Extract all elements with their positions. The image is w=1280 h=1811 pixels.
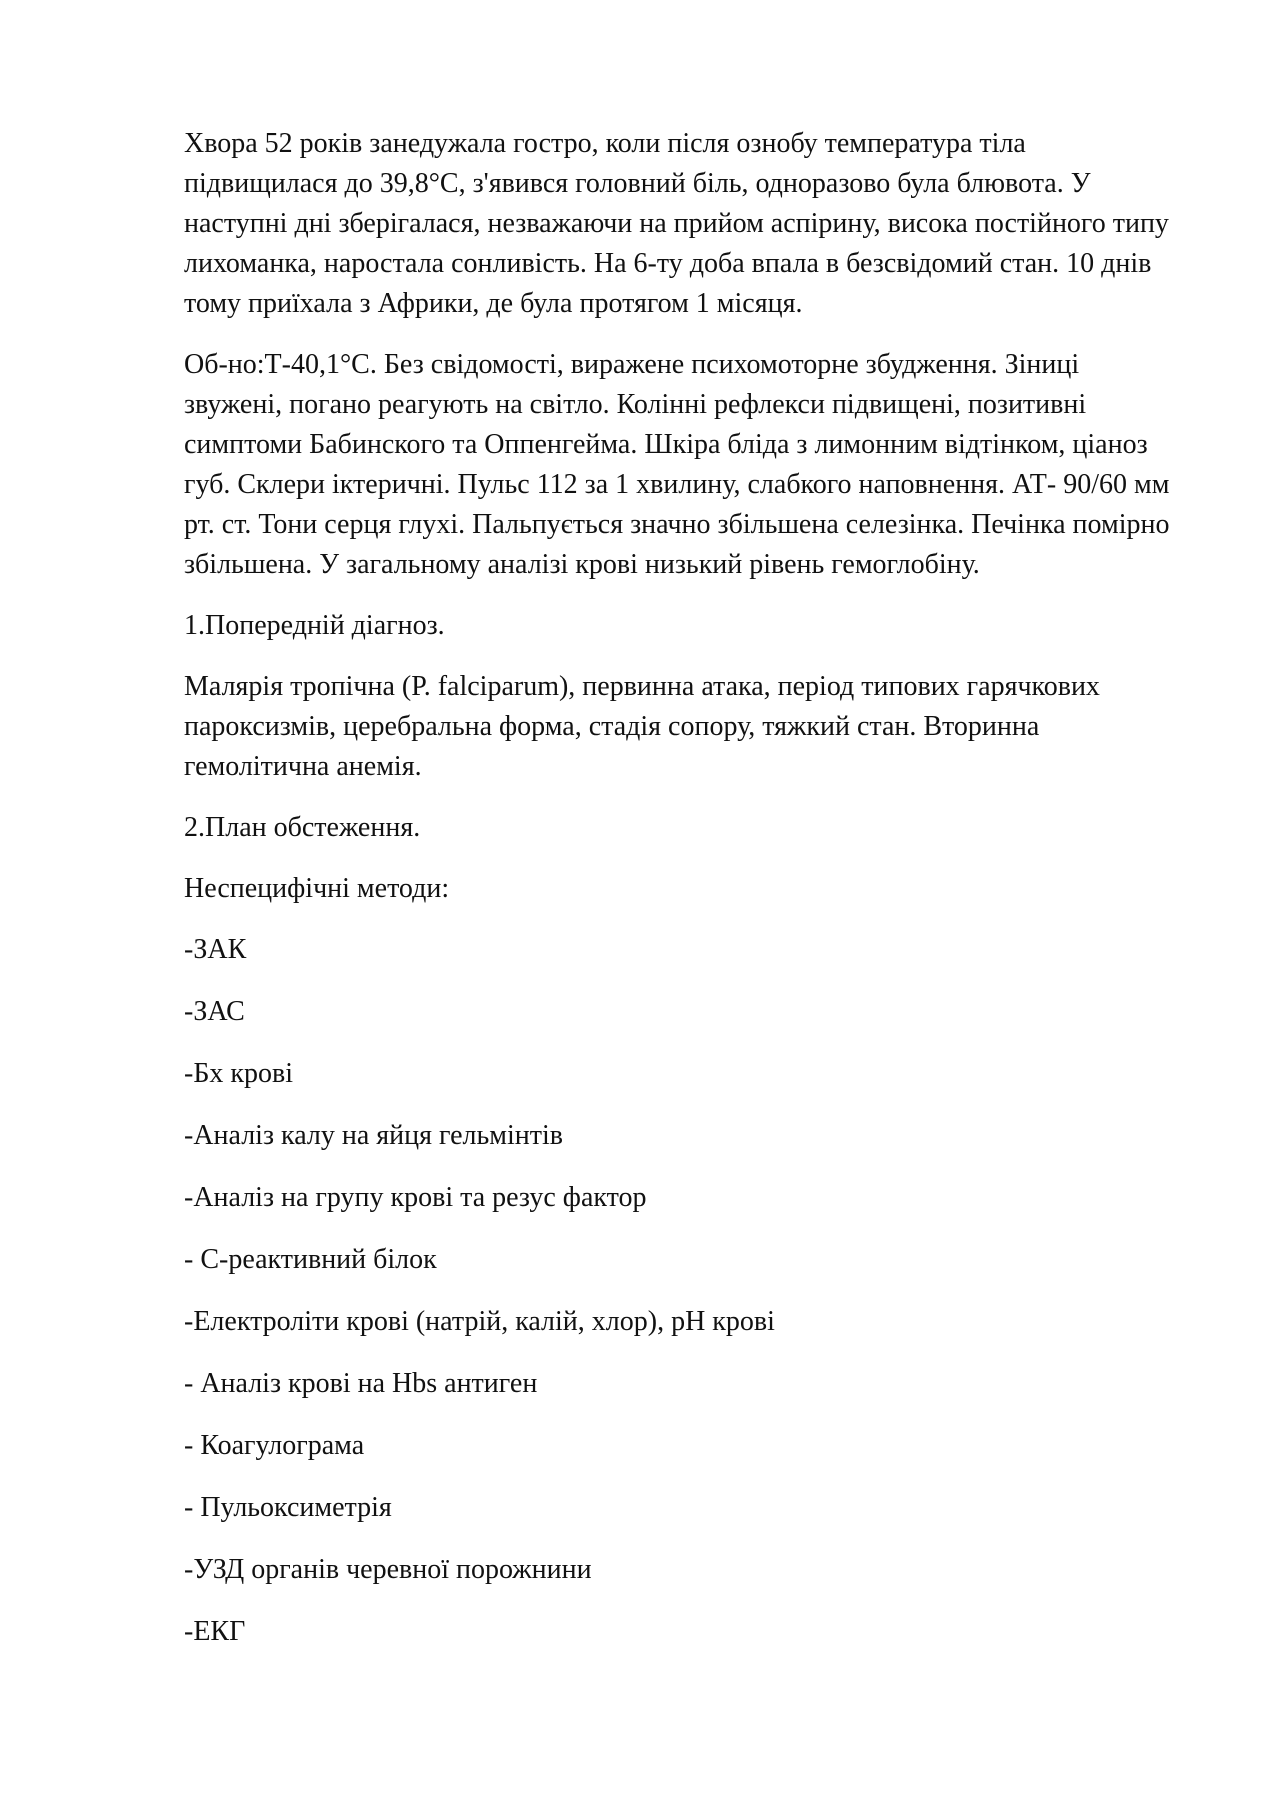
exam-item: - Коагулограма — [184, 1430, 365, 1461]
exam-item: -Аналіз калу на яйця гельмінтів — [184, 1120, 563, 1151]
exam-item: -Аналіз на групу крові та резус фактор — [184, 1182, 647, 1213]
diagnosis-paragraph: Малярія тропічна (P. falciparum), первинна атака, період типових гарячкових пароксизмів, церебральна форма, стадія сопору, тяжкий стан. Вторинна гемолітична анемія. — [184, 671, 1100, 782]
objective-exam-paragraph: Об-но:Т-40,1°С. Без свідомості, виражене психомоторне збудження. Зіниці звужені, погано реагують на світло. Колінні рефлекси підвищені, позитивні симптоми Бабинского та Оппенгейма. Шкіра бліда з лимонним відтінком, ціаноз губ. Склери іктеричні. Пульс 112 за 1 хвилину, слабкого наповнення. АТ- 90/60 мм рт. ст. Тони серця глухі. Пальпується значно збільшена селезінка. Печінка помірно збільшена. У загальному аналізі крові низький рівень гемоглобіну. — [184, 349, 1170, 580]
exam-item: -УЗД органів черевної порожнини — [184, 1554, 592, 1585]
plan-heading: 2.План обстеження. — [184, 812, 421, 843]
exam-item: - С-реактивний білок — [184, 1244, 437, 1275]
exam-item: -Електроліти крові (натрій, калій, хлор), рН крові — [184, 1306, 775, 1337]
document-page — [184, 124, 1184, 1674]
case-history-paragraph: Хвора 52 років занедужала гостро, коли після ознобу температура тіла підвищилася до 39,8°С, з'явився головний біль, одноразово була блювота. У наступні дні зберігалася, незважаючи на прийом аспірину, висока постійного типу лихоманка, наростала сонливість. На 6-ту доба впала в безсвідомий стан. 10 днів тому приїхала з Африки, де була протягом 1 місяця. — [184, 128, 1169, 319]
exam-item: -ЗАК — [184, 934, 247, 965]
exam-item: - Аналіз крові на Hbs антиген — [184, 1368, 538, 1399]
nonspecific-methods-label: Неспецифічні методи: — [184, 873, 450, 904]
exam-list — [184, 930, 1184, 1652]
exam-item: -ЗАС — [184, 996, 245, 1027]
exam-item: - Пульоксиметрія — [184, 1492, 392, 1523]
diagnosis-heading: 1.Попередній діагноз. — [184, 610, 445, 641]
exam-item: -Бх крові — [184, 1058, 294, 1089]
exam-item: -ЕКГ — [184, 1616, 246, 1647]
